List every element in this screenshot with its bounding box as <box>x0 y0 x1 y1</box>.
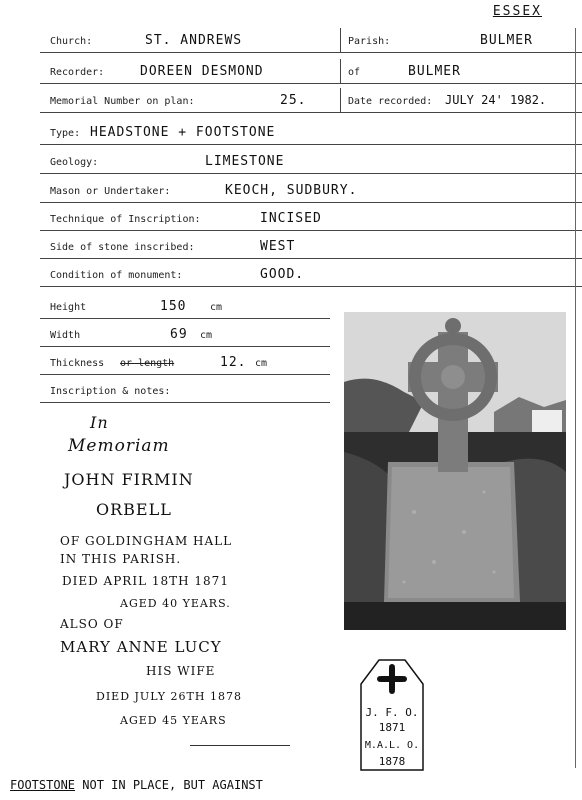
date-recorded-label: Date recorded: <box>348 96 433 107</box>
type-label: Type: <box>50 128 81 139</box>
mason-label: Mason or Undertaker: <box>50 186 171 197</box>
row-geology <box>40 149 582 174</box>
mason-value: KEOCH, SUDBURY. <box>225 183 358 198</box>
footstone-sketch <box>359 654 425 772</box>
inscription-line: OF GOLDINGHAM HALL <box>60 534 233 548</box>
thickness-struck-label: or length <box>120 358 175 369</box>
inscription-line: DIED APRIL 18TH 1871 <box>62 574 229 588</box>
inscription-underline <box>190 745 290 746</box>
inscription-line: HIS WIFE <box>146 664 216 678</box>
column-divider <box>340 59 341 83</box>
thickness-unit: cm <box>255 358 268 369</box>
footstone-line: 1871 <box>378 721 406 734</box>
footstone-line: 1878 <box>378 755 406 768</box>
row-inscription <box>40 378 330 403</box>
technique-label: Technique of Inscription: <box>50 214 201 225</box>
footstone-note-keyword: FOOTSTONE <box>10 778 76 792</box>
height-unit: cm <box>210 302 223 313</box>
row-side <box>40 234 582 259</box>
thickness-label: Thickness <box>50 358 105 369</box>
type-value: HEADSTONE + FOOTSTONE <box>90 125 276 140</box>
inscription-line: ORBELL <box>96 500 172 519</box>
footstone-line: M.A.L. O. <box>364 740 420 751</box>
inscription-line: IN THIS PARISH. <box>60 552 182 566</box>
inscription-line: AGED 40 YEARS. <box>120 597 231 610</box>
parish-value: BULMER <box>480 33 533 48</box>
row-condition <box>40 262 582 287</box>
height-label: Height <box>50 302 87 313</box>
county-label: ESSEX <box>492 4 542 19</box>
column-divider <box>340 28 341 52</box>
thickness-value: 12. <box>220 355 247 370</box>
geology-value: LIMESTONE <box>205 154 285 169</box>
memorial-number-value: 25. <box>280 93 307 108</box>
row-recorder <box>40 59 582 84</box>
footstone-note <box>10 778 263 792</box>
date-recorded-value: JULY 24' 1982. <box>445 93 547 107</box>
church-label: Church: <box>50 36 93 47</box>
side-value: WEST <box>260 239 296 254</box>
column-divider <box>340 88 341 112</box>
row-mason <box>40 178 582 203</box>
side-label: Side of stone inscribed: <box>50 242 195 253</box>
headstone-image <box>344 312 566 630</box>
condition-value: GOOD. <box>260 267 305 282</box>
recorder-label: Recorder: <box>50 67 105 78</box>
headstone-photo <box>344 312 566 630</box>
geology-label: Geology: <box>50 157 99 168</box>
church-value: ST. ANDREWS <box>145 33 243 48</box>
inscription-line: In <box>90 413 109 432</box>
inscription-label: Inscription & notes: <box>50 386 171 397</box>
height-value: 150 <box>160 299 187 314</box>
inscription-line: Memoriam <box>68 436 170 456</box>
row-memorial <box>40 88 582 113</box>
inscription-line: ALSO OF <box>60 617 124 631</box>
footstone-line: J. F. O. <box>365 706 419 719</box>
width-unit: cm <box>200 330 213 341</box>
row-width <box>40 322 330 347</box>
of-label: of <box>348 67 361 78</box>
technique-value: INCISED <box>260 211 322 226</box>
recorder-value: DOREEN DESMOND <box>140 64 264 79</box>
row-thickness <box>40 350 330 375</box>
row-technique <box>40 206 582 231</box>
row-height <box>40 294 330 319</box>
inscription-line: DIED JULY 26TH 1878 <box>96 690 242 703</box>
right-margin-line <box>575 28 576 768</box>
inscription-line: JOHN FIRMIN <box>64 470 194 489</box>
inscription-line: MARY ANNE LUCY <box>60 638 222 656</box>
parish-label: Parish: <box>348 36 391 47</box>
memorial-number-label: Memorial Number on plan: <box>50 96 195 107</box>
of-value: BULMER <box>408 64 461 79</box>
row-church <box>40 28 582 53</box>
inscription-line: AGED 45 YEARS <box>120 714 227 727</box>
width-label: Width <box>50 330 81 341</box>
row-type <box>40 120 582 145</box>
width-value: 69 <box>170 327 188 342</box>
footstone-note-text: NOT IN PLACE, BUT AGAINST <box>75 778 263 792</box>
condition-label: Condition of monument: <box>50 270 183 281</box>
